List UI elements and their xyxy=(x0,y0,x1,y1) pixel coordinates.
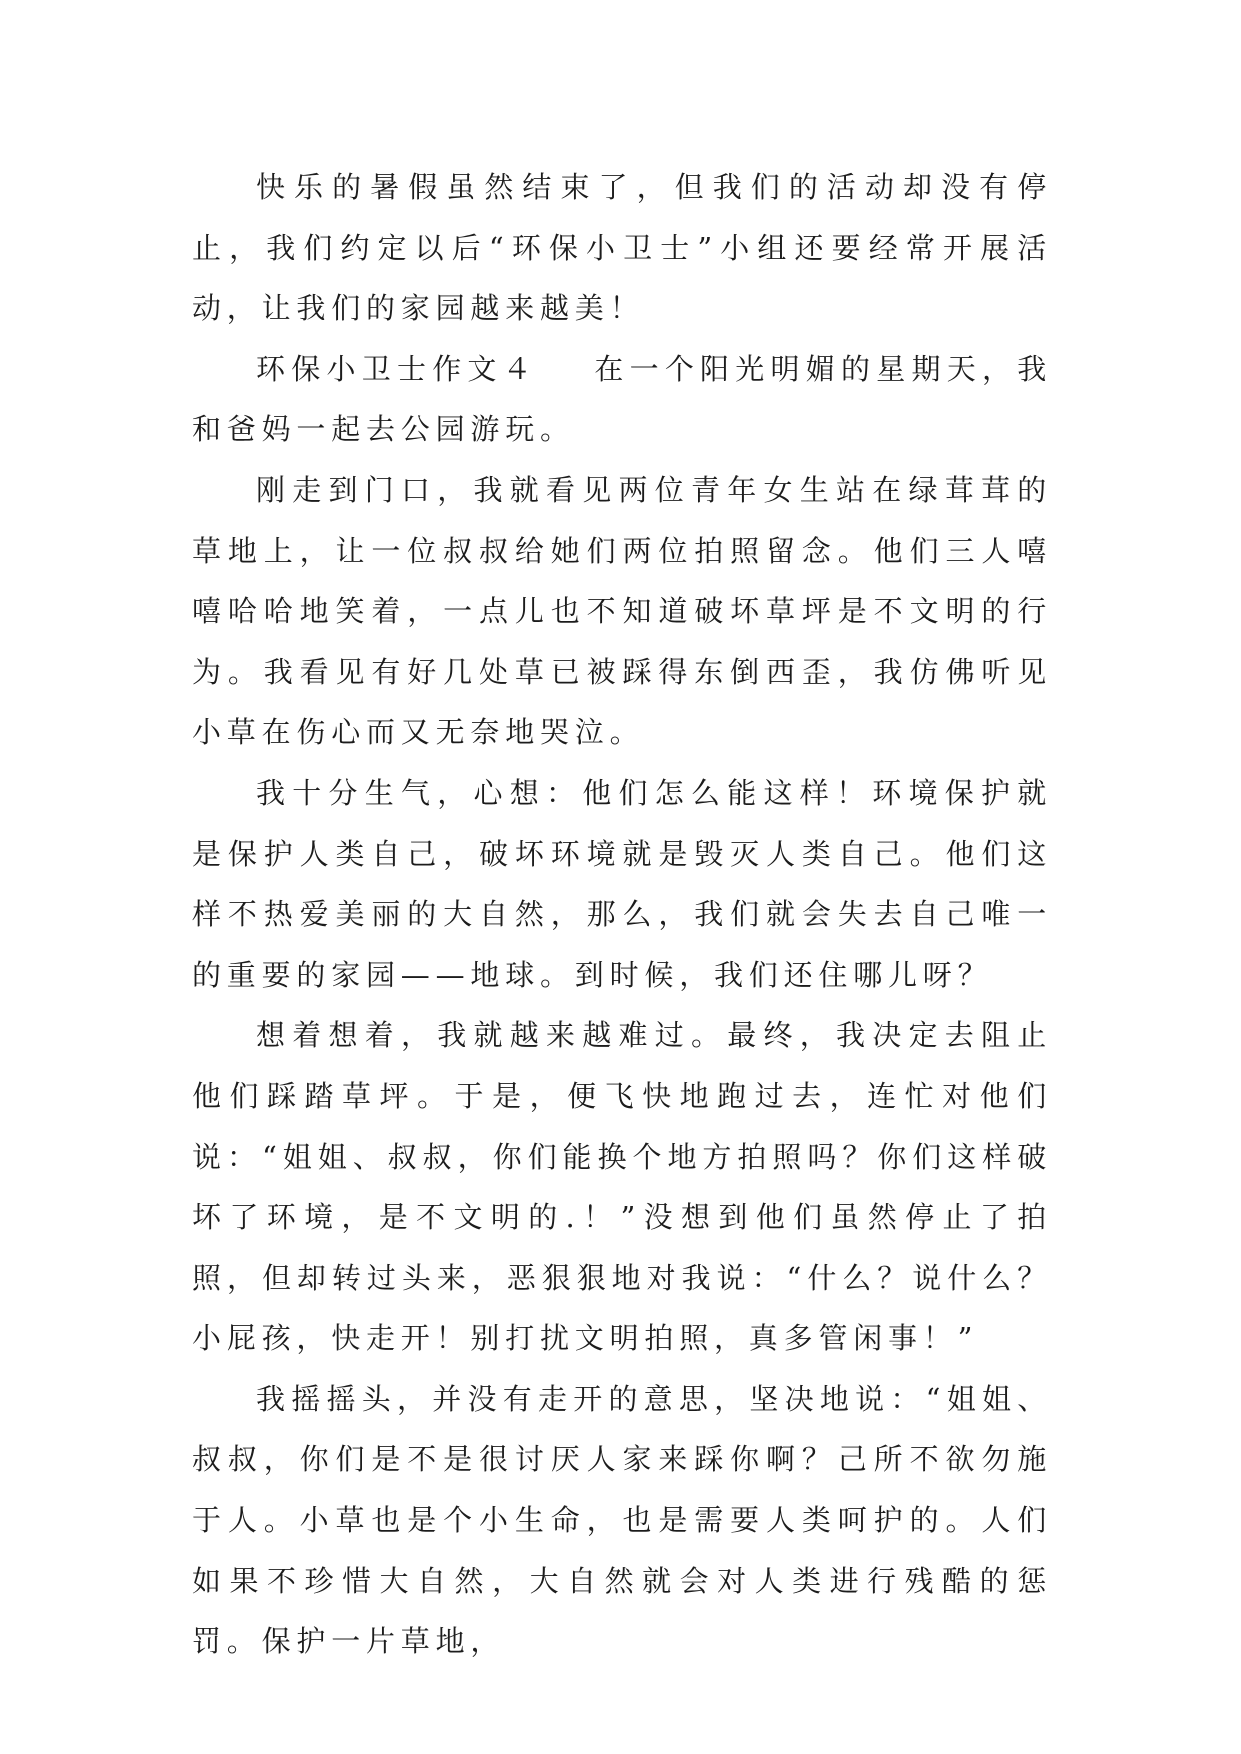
paragraph-essay-4-intro xyxy=(192,339,1052,460)
paragraph-persuade: 我摇摇头，并没有走开的意思，坚决地说：“姐姐、叔叔，你们是不是很讨厌人家来踩你啊？己所不欲勿施于人。小草也是个小生命，也是需要人类呵护的。人们如果不珍惜大自然，大自然就会对人类进行残酷的惩罚。保护一片草地， xyxy=(192,1381,1052,1659)
paragraph-stop-them: 想着想着，我就越来越难过。最终，我决定去阻止他们踩踏草坪。于是，便飞快地跑过去，连忙对他们说：“姐姐、叔叔，你们能换个地方拍照吗？你们这样破坏了环境，是不文明的.！”没想到他们虽然停止了拍照，但却转过头来，恶狠狠地对我说：“什么？说什么？小屁孩，快走开！别打扰文明拍照，真多管闲事！” xyxy=(192,1018,1052,1356)
paragraph-summer-end: 快乐的暑假虽然结束了，但我们的活动却没有停止，我们约定以后“环保小卫士”小组还要经常开展活动，让我们的家园越来越美！ xyxy=(192,170,1052,326)
essay-title: 环保小卫士作文４ xyxy=(256,351,538,386)
essay-opening: 在一个阳光明媚的星期天，我和爸妈一起去公园游玩。 xyxy=(192,351,1052,447)
paragraph-angry: 我十分生气，心想：他们怎么能这样！环境保护就是保护人类自己，破坏环境就是毁灭人类自己。他们这样不热爱美丽的大自然，那么，我们就会失去自己唯一的重要的家园——地球。到时候，我们还住哪儿呀？ xyxy=(192,775,1052,992)
paragraph-at-gate: 刚走到门口，我就看见两位青年女生站在绿茸茸的草地上，让一位叔叔给她们两位拍照留念。他们三人嘻嘻哈哈地笑着，一点儿也不知道破坏草坪是不文明的行为。我看见有好几处草已被踩得东倒西歪，我仿佛听见小草在伤心而又无奈地哭泣。 xyxy=(192,472,1052,750)
document-body xyxy=(192,157,1052,1672)
